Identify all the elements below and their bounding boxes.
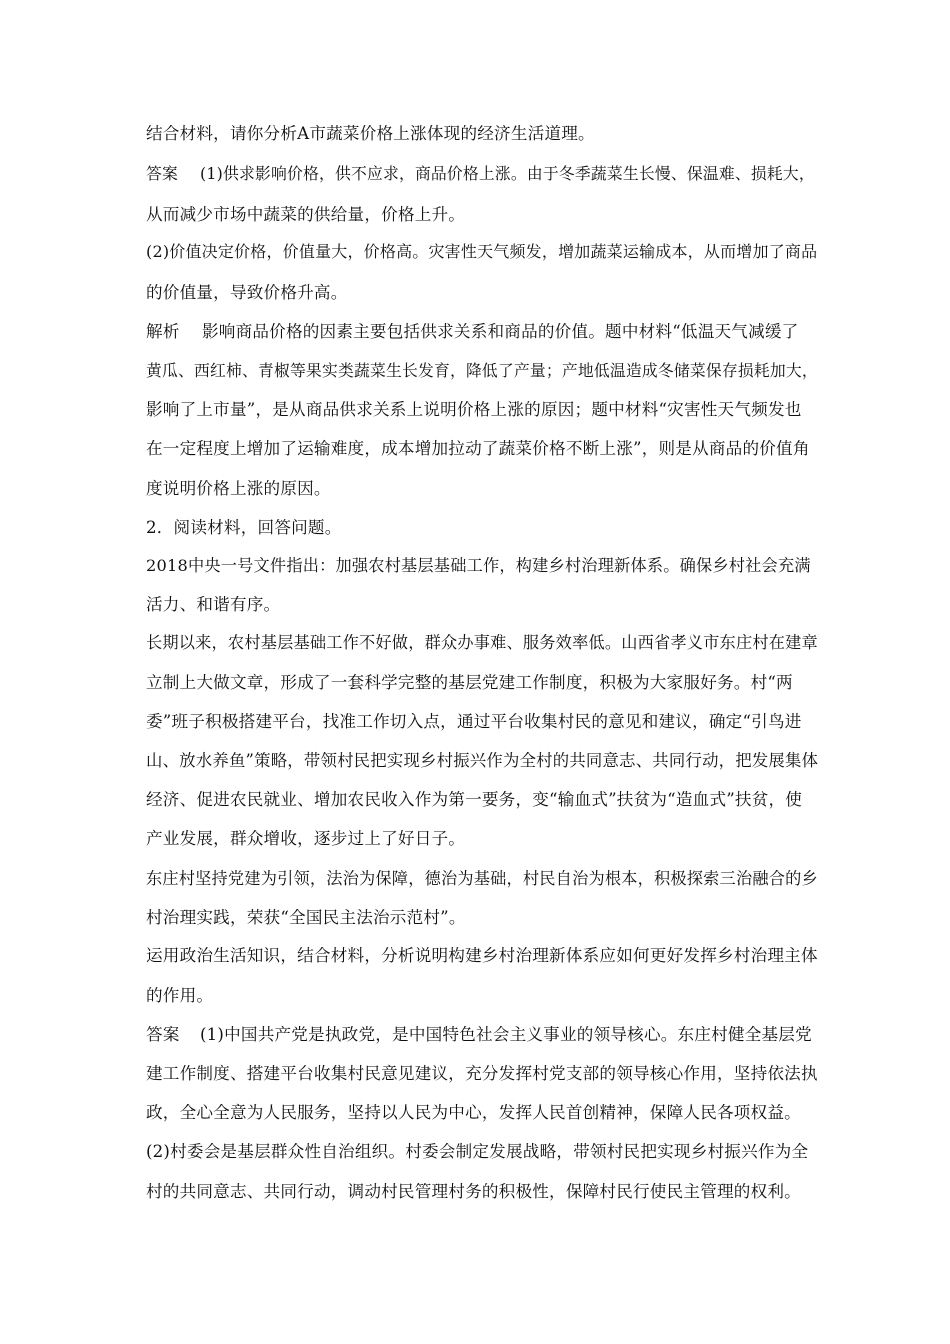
text-line: 立制上大做文章，形成了一套科学完整的基层党建工作制度，积极为大家服好务。村“两 [146, 673, 793, 692]
text-line: (2)村委会是基层群众性自治组织。村委会制定发展战略，带领村民把实现乡村振兴作为全 [146, 1142, 809, 1161]
text-line: 2018中央一号文件指出：加强农村基层基础工作，构建乡村治理新体系。确保乡村社会充满 [146, 556, 811, 575]
text-line: 结合材料，请你分析A市蔬菜价格上涨体现的经济生活道理。 [146, 124, 595, 143]
text-line: 的作用。 [146, 986, 214, 1005]
text-line: 长期以来，农村基层基础工作不好做，群众办事难、服务效率低。山西省孝义市东庄村在建章 [146, 633, 818, 652]
text-line: 建工作制度、搭建平台收集村民意见建议，充分发挥村党支部的领导核心作用，坚持依法执 [146, 1064, 818, 1083]
text-line: 在一定程度上增加了运输难度，成本增加拉动了蔬菜价格不断上涨”，则是从商品的价值角 [146, 439, 810, 458]
text-line: 运用政治生活知识，结合材料，分析说明构建乡村治理新体系应如何更好发挥乡村治理主体 [146, 946, 818, 965]
text-line: 政，全心全意为人民服务，坚持以人民为中心，发挥人民首创精神，保障人民各项权益。 [146, 1103, 801, 1122]
text-line: 的价值量，导致价格升高。 [146, 283, 348, 302]
answer-line [146, 164, 814, 184]
text-line: 东庄村坚持党建为引领，法治为保障，德治为基础，村民自治为根本，积极探索三治融合的乡 [146, 869, 818, 888]
text-line: 从而减少市场中蔬菜的供给量，价格上升。 [146, 205, 466, 224]
text-line: 黄瓜、西红柿、青椒等果实类蔬菜生长发育，降低了产量；产地低温造成冬储菜保存损耗加大， [146, 361, 818, 380]
answer-label: 答案 [146, 1025, 180, 1044]
text-line: 村治理实践，荣获“全国民主法治示范村”。 [146, 908, 466, 927]
text-line: 村的共同意志、共同行动，调动村民管理村务的积极性，保障村民行使民主管理的权利。 [146, 1182, 801, 1201]
text-line: 影响商品价格的因素主要包括供求关系和商品的价值。题中材料“低温天气减缓了 [202, 322, 799, 341]
analysis-line [146, 322, 814, 342]
answer-label: 答案 [146, 164, 178, 183]
question-heading: 2．阅读材料，回答问题。 [146, 518, 342, 537]
text-line: (1)供求影响价格，供不应求，商品价格上涨。由于冬季蔬菜生长慢、保温难、损耗大， [200, 164, 815, 183]
text-line: 山、放水养鱼”策略，带领村民把实现乡村振兴作为全村的共同意志、共同行动，把发展集体 [146, 751, 819, 770]
text-line: 产业发展，群众增收，逐步过上了好日子。 [146, 829, 466, 848]
text-line: 度说明价格上涨的原因。 [146, 479, 331, 498]
text-line: 经济、促进农民就业、增加农民收入作为第一要务，变“输血式”扶贫为“造血式”扶贫，使 [146, 790, 803, 809]
text-line: 影响了上市量”，是从商品供求关系上说明价格上涨的原因；题中材料“灾害性天气频发也 [146, 400, 802, 419]
answer-line [146, 1025, 814, 1045]
text-line: 活力、和谐有序。 [146, 595, 281, 614]
text-line: (2)价值决定价格，价值量大，价格高。灾害性天气频发，增加蔬菜运输成本，从而增加了商品 [146, 242, 818, 261]
text-line: (1)中国共产党是执政党，是中国特色社会主义事业的领导核心。东庄村健全基层党 [200, 1025, 812, 1044]
text-line: 委”班子积极搭建平台，找准工作切入点，通过平台收集村民的意见和建议，确定“引鸟进 [146, 712, 802, 731]
analysis-label: 解析 [146, 322, 180, 341]
